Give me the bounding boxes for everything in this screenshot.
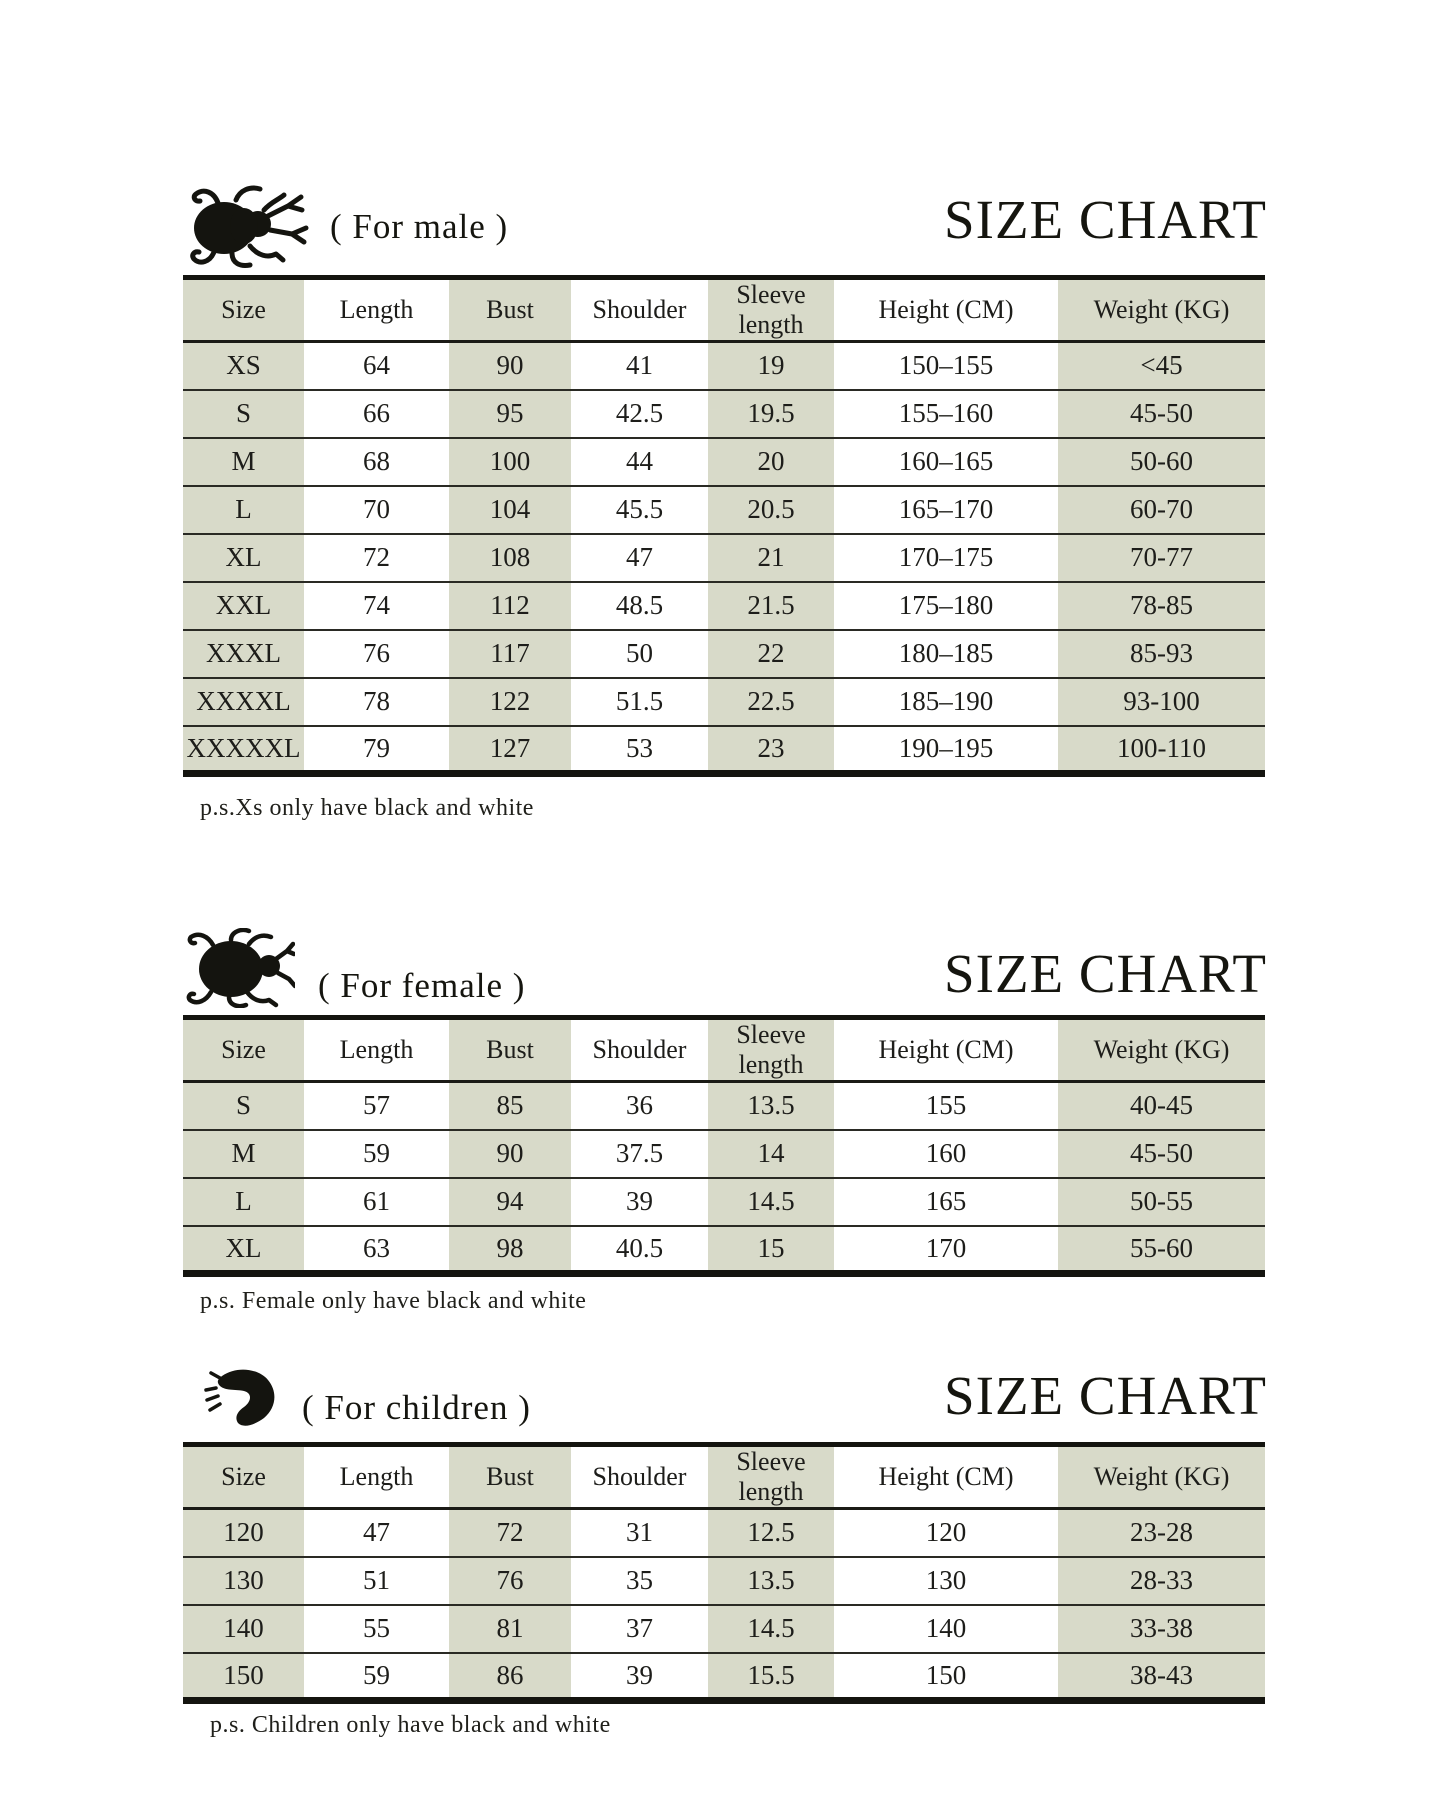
- cell: 15: [708, 1226, 834, 1274]
- table-row: [183, 1082, 1265, 1130]
- cell: 20.5: [708, 486, 834, 534]
- cell: 140: [183, 1605, 304, 1653]
- beetle-icon: [183, 928, 295, 1008]
- table-row: [183, 390, 1265, 438]
- cell: XXXL: [183, 630, 304, 678]
- cell: 40.5: [571, 1226, 708, 1274]
- column-header: Sleeve length: [708, 1018, 834, 1082]
- table-row: [183, 1557, 1265, 1605]
- beetle-larva-icon: [196, 1366, 286, 1432]
- cell: 44: [571, 438, 708, 486]
- cell: <45: [1058, 342, 1265, 390]
- cell: 50: [571, 630, 708, 678]
- cell: 45-50: [1058, 390, 1265, 438]
- cell: 160–165: [834, 438, 1058, 486]
- cell: 86: [449, 1653, 571, 1701]
- cell: 117: [449, 630, 571, 678]
- cell: 95: [449, 390, 571, 438]
- cell: 78: [304, 678, 449, 726]
- cell: 42.5: [571, 390, 708, 438]
- cell: 90: [449, 342, 571, 390]
- cell: 150: [834, 1653, 1058, 1701]
- column-header: Height (CM): [834, 278, 1058, 342]
- cell: 76: [304, 630, 449, 678]
- cell: 79: [304, 726, 449, 774]
- table-row: [183, 486, 1265, 534]
- cell: L: [183, 1178, 304, 1226]
- cell: 130: [834, 1557, 1058, 1605]
- cell: 85-93: [1058, 630, 1265, 678]
- cell: 55: [304, 1605, 449, 1653]
- cell: 104: [449, 486, 571, 534]
- cell: 50-60: [1058, 438, 1265, 486]
- cell: 47: [304, 1509, 449, 1557]
- cell: 72: [304, 534, 449, 582]
- children-size-table: [183, 1442, 1265, 1704]
- cell: 59: [304, 1130, 449, 1178]
- cell: 22: [708, 630, 834, 678]
- column-header: Weight (KG): [1058, 1445, 1265, 1509]
- cell: 100-110: [1058, 726, 1265, 774]
- cell: 45-50: [1058, 1130, 1265, 1178]
- header-row: [183, 1445, 1265, 1509]
- cell: 160: [834, 1130, 1058, 1178]
- cell: XXL: [183, 582, 304, 630]
- column-header: Height (CM): [834, 1445, 1058, 1509]
- cell: XXXXL: [183, 678, 304, 726]
- section-label-male: ( For male ): [330, 207, 509, 246]
- table-row: [183, 678, 1265, 726]
- column-header: Size: [183, 1018, 304, 1082]
- cell: 120: [834, 1509, 1058, 1557]
- column-header: Size: [183, 278, 304, 342]
- cell: 85: [449, 1082, 571, 1130]
- table-row: [183, 582, 1265, 630]
- section-title-male: SIZE CHART: [944, 189, 1267, 250]
- cell: 122: [449, 678, 571, 726]
- cell: 90: [449, 1130, 571, 1178]
- cell: 12.5: [708, 1509, 834, 1557]
- cell: 15.5: [708, 1653, 834, 1701]
- column-header: Shoulder: [571, 278, 708, 342]
- cell: 50-55: [1058, 1178, 1265, 1226]
- cell: XS: [183, 342, 304, 390]
- cell: 68: [304, 438, 449, 486]
- cell: 100: [449, 438, 571, 486]
- section-title-female: SIZE CHART: [944, 943, 1267, 1004]
- column-header: Sleeve length: [708, 278, 834, 342]
- cell: 13.5: [708, 1557, 834, 1605]
- cell: 21.5: [708, 582, 834, 630]
- cell: 70-77: [1058, 534, 1265, 582]
- male-size-table: [183, 275, 1265, 777]
- column-header: Length: [304, 1018, 449, 1082]
- cell: 185–190: [834, 678, 1058, 726]
- cell: 40-45: [1058, 1082, 1265, 1130]
- cell: 35: [571, 1557, 708, 1605]
- cell: 31: [571, 1509, 708, 1557]
- cell: 13.5: [708, 1082, 834, 1130]
- cell: 180–185: [834, 630, 1058, 678]
- cell: 36: [571, 1082, 708, 1130]
- cell: 150–155: [834, 342, 1058, 390]
- column-header: Weight (KG): [1058, 278, 1265, 342]
- cell: S: [183, 390, 304, 438]
- cell: 70: [304, 486, 449, 534]
- cell: 140: [834, 1605, 1058, 1653]
- cell: 155: [834, 1082, 1058, 1130]
- cell: 21: [708, 534, 834, 582]
- cell: XL: [183, 1226, 304, 1274]
- cell: 130: [183, 1557, 304, 1605]
- female-size-table: [183, 1015, 1265, 1277]
- cell: XXXXXL: [183, 726, 304, 774]
- cell: 112: [449, 582, 571, 630]
- cell: 47: [571, 534, 708, 582]
- column-header: Shoulder: [571, 1018, 708, 1082]
- cell: 72: [449, 1509, 571, 1557]
- table-row: [183, 1605, 1265, 1653]
- cell: XL: [183, 534, 304, 582]
- cell: 108: [449, 534, 571, 582]
- cell: 61: [304, 1178, 449, 1226]
- cell: 175–180: [834, 582, 1058, 630]
- cell: 28-33: [1058, 1557, 1265, 1605]
- cell: 150: [183, 1653, 304, 1701]
- cell: 81: [449, 1605, 571, 1653]
- cell: 14.5: [708, 1605, 834, 1653]
- column-header: Size: [183, 1445, 304, 1509]
- table-row: [183, 1130, 1265, 1178]
- section-label-children: ( For children ): [302, 1388, 531, 1427]
- cell: 57: [304, 1082, 449, 1130]
- cell: 20: [708, 438, 834, 486]
- cell: 94: [449, 1178, 571, 1226]
- cell: 76: [449, 1557, 571, 1605]
- male-note: p.s.Xs only have black and white: [200, 795, 534, 821]
- cell: 51: [304, 1557, 449, 1605]
- cell: 165: [834, 1178, 1058, 1226]
- cell: 64: [304, 342, 449, 390]
- cell: 37.5: [571, 1130, 708, 1178]
- cell: 51.5: [571, 678, 708, 726]
- cell: 48.5: [571, 582, 708, 630]
- female-note: p.s. Female only have black and white: [200, 1288, 587, 1314]
- column-header: Height (CM): [834, 1018, 1058, 1082]
- column-header: Shoulder: [571, 1445, 708, 1509]
- cell: 98: [449, 1226, 571, 1274]
- column-header: Length: [304, 1445, 449, 1509]
- table-row: [183, 1509, 1265, 1557]
- header-row: [183, 278, 1265, 342]
- cell: 14: [708, 1130, 834, 1178]
- cell: 55-60: [1058, 1226, 1265, 1274]
- cell: 170: [834, 1226, 1058, 1274]
- cell: 33-38: [1058, 1605, 1265, 1653]
- cell: 165–170: [834, 486, 1058, 534]
- cell: 19: [708, 342, 834, 390]
- table-row: [183, 1653, 1265, 1701]
- cell: 39: [571, 1178, 708, 1226]
- cell: 53: [571, 726, 708, 774]
- cell: 190–195: [834, 726, 1058, 774]
- cell: 127: [449, 726, 571, 774]
- cell: 78-85: [1058, 582, 1265, 630]
- cell: 22.5: [708, 678, 834, 726]
- cell: 23-28: [1058, 1509, 1265, 1557]
- section-title-children: SIZE CHART: [944, 1365, 1267, 1426]
- table-row: [183, 342, 1265, 390]
- column-header: Bust: [449, 278, 571, 342]
- cell: 14.5: [708, 1178, 834, 1226]
- cell: 41: [571, 342, 708, 390]
- cell: 19.5: [708, 390, 834, 438]
- cell: 45.5: [571, 486, 708, 534]
- cell: 63: [304, 1226, 449, 1274]
- cell: 170–175: [834, 534, 1058, 582]
- column-header: Weight (KG): [1058, 1018, 1265, 1082]
- column-header: Bust: [449, 1018, 571, 1082]
- cell: 74: [304, 582, 449, 630]
- section-label-female: ( For female ): [318, 966, 526, 1005]
- stag-beetle-icon: [184, 183, 310, 269]
- table-row: [183, 1226, 1265, 1274]
- cell: 120: [183, 1509, 304, 1557]
- children-note: p.s. Children only have black and white: [210, 1712, 611, 1738]
- table-row: [183, 1178, 1265, 1226]
- cell: M: [183, 1130, 304, 1178]
- cell: 155–160: [834, 390, 1058, 438]
- column-header: Bust: [449, 1445, 571, 1509]
- cell: 60-70: [1058, 486, 1265, 534]
- cell: L: [183, 486, 304, 534]
- column-header: Sleeve length: [708, 1445, 834, 1509]
- header-row: [183, 1018, 1265, 1082]
- table-row: [183, 534, 1265, 582]
- cell: M: [183, 438, 304, 486]
- cell: 39: [571, 1653, 708, 1701]
- table-row: [183, 726, 1265, 774]
- cell: 23: [708, 726, 834, 774]
- cell: 37: [571, 1605, 708, 1653]
- cell: 59: [304, 1653, 449, 1701]
- table-row: [183, 438, 1265, 486]
- cell: 66: [304, 390, 449, 438]
- table-row: [183, 630, 1265, 678]
- column-header: Length: [304, 278, 449, 342]
- cell: 38-43: [1058, 1653, 1265, 1701]
- cell: 93-100: [1058, 678, 1265, 726]
- cell: S: [183, 1082, 304, 1130]
